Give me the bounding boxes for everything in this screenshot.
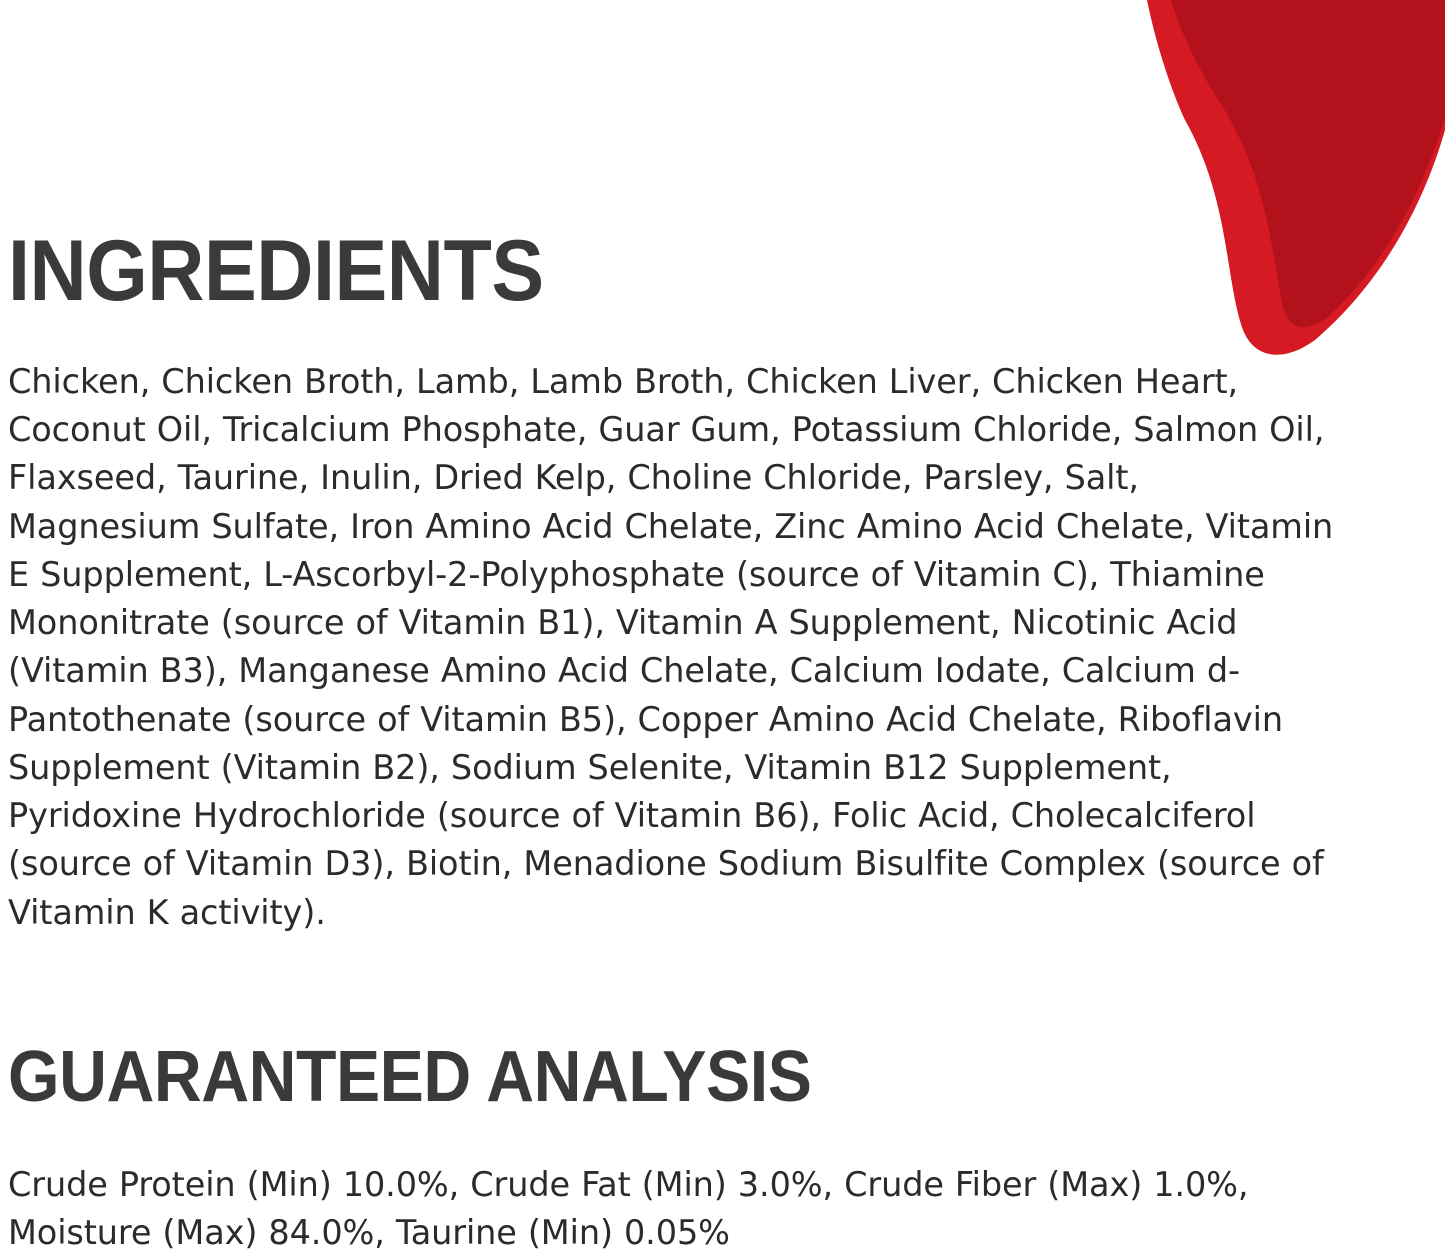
guaranteed-analysis-text: Crude Protein (Min) 10.0%, Crude Fat (Min) 3.0%, Crude Fiber (Max) 1.0%, Moisture (Max) 84.0%, Taurine (Min) 0.05% (8, 1164, 1249, 1253)
guaranteed-analysis-heading: GUARANTEED ANALYSIS (8, 1036, 812, 1117)
label-content (8, 0, 1388, 1257)
guaranteed-analysis-section (8, 1036, 1388, 1257)
ingredients-text: Chicken, Chicken Broth, Lamb, Lamb Broth, Chicken Liver, Chicken Heart, Coconut Oil, Tricalcium Phosphate, Guar Gum, Potassium Chloride, Salmon Oil, Flaxseed, Taurine, Inulin, Dried Kelp, Choline Chloride, Parsley, Salt, Magnesium Sulfate, Iron Amino Acid Chelate, Zinc Amino Acid Chelate, Vitamin E Supplement, L-Ascorbyl-2-Polyphosphate (source of Vitamin C), Thiamine Mononitrate (source of Vitamin B1), Vitamin A Supplement, Nicotinic Acid (Vitamin B3), Manganese Amino Acid Chelate, Calcium Iodate, Calcium d-Pantothenate (source of Vitamin B5), Copper Amino Acid Chelate, Riboflavin Supplement (Vitamin B2), Sodium Selenite, Vitamin B12 Supplement, Pyridoxine Hydrochloride (source of Vitamin B6), Folic Acid, Cholecalciferol (source of Vitamin D3), Biotin, Menadione Sodium Bisulfite Complex (source of Vitamin K activity). (8, 362, 1334, 932)
ingredients-heading: INGREDIENTS (8, 223, 544, 319)
